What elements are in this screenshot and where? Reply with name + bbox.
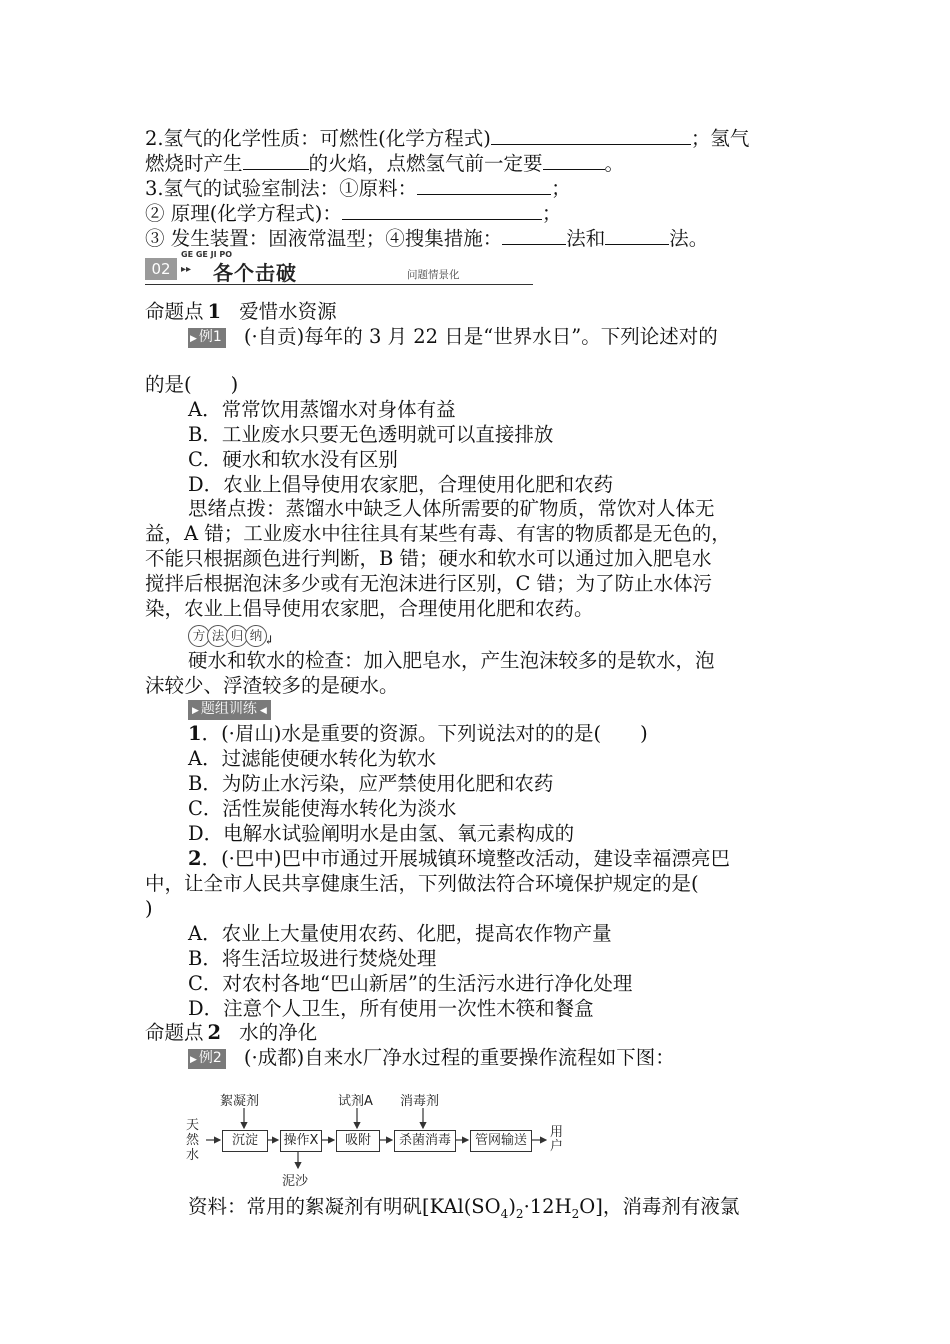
question-2: 2．(·巴中)巴中市通过开展城镇环境整改活动，建设幸福漂亮巴	[188, 847, 730, 870]
method-label: 方 法 归 纳 $_↲$	[188, 622, 274, 652]
section-tagline: 问题情景化	[407, 269, 460, 281]
topic-heading: 命题点 1 爱惜水资源	[145, 300, 337, 323]
example-tag: ▶ 例1	[188, 328, 226, 348]
text-line: 燃烧时产生 的火焰，点燃氢气前一定要 。	[145, 152, 625, 175]
option-b[interactable]: B．为防止水污染，应严禁使用化肥和农药	[188, 772, 554, 795]
section-number: 02	[145, 258, 177, 280]
section-subtitle: GE GE JI PO	[181, 250, 233, 259]
analysis-line: 思绪点拨：蒸馏水中缺乏人体所需要的矿物质，常饮对人体无	[188, 497, 715, 520]
analysis-line: 不能只根据颜色进行判断，B 错；硬水和软水可以通过加入肥皂水	[145, 547, 712, 570]
analysis-line: 搅拌后根据泡沫多少或有无泡沫进行区别，C 错；为了防止水体污	[145, 572, 713, 595]
process-flow-diagram	[180, 1088, 600, 1198]
source-label: 天 然 水	[186, 1118, 200, 1163]
play-triangle-icon: ▶	[192, 706, 199, 716]
material-text: 资料：常用的絮凝剂有明矾$[KAl(SO_4)_2\cdot 12H_2O]$，消毒剂有液氯	[188, 1195, 740, 1221]
step-operation-x: 操作X	[280, 1130, 322, 1152]
method-text: 硬水和软水的检查：加入肥皂水，产生泡沫较多的是软水，泡	[188, 649, 715, 672]
text-line: 2.氢气的化学性质：可燃性(化学方程式) ；氢气	[145, 127, 750, 150]
option-c[interactable]: C．活性炭能使海水转化为淡水	[188, 797, 457, 820]
text-line: ② 原理(化学方程式)： ；	[145, 202, 562, 225]
text-line: 的是( )	[145, 373, 239, 396]
option-c[interactable]: C．对农村各地“巴山新居”的生活污水进行净化处理	[188, 972, 633, 995]
option-d[interactable]: D．农业上倡导使用农家肥，合理使用化肥和农药	[188, 473, 614, 496]
drill-heading: ▶ 题组训练 ◀	[188, 697, 271, 721]
answer-blank[interactable]	[243, 151, 309, 170]
option-d[interactable]: D．注意个人卫生，所有使用一次性木筷和餐盒	[188, 997, 594, 1020]
option-c[interactable]: C．硬水和软水没有区别	[188, 448, 398, 471]
option-b[interactable]: B．工业废水只要无色透明就可以直接排放	[188, 423, 554, 446]
input-flocculant: 絮凝剂	[220, 1094, 260, 1109]
analysis-line: 益，A 错；工业废水中往往具有某些有毒、有害的物质都是无色的，	[145, 522, 731, 545]
play-triangle-icon: ▶	[190, 334, 197, 344]
text-line: ③ 发生装置：固液常温型；④搜集措施： 法和 法。	[145, 227, 709, 250]
input-disinfectant: 消毒剂	[400, 1094, 440, 1109]
step-adsorption: 吸附	[336, 1130, 380, 1152]
answer-blank[interactable]	[342, 201, 542, 220]
back-triangle-icon: ◀	[259, 706, 267, 716]
double-arrow-icon: ▸▸	[181, 264, 192, 275]
answer-blank[interactable]	[502, 226, 566, 245]
answer-blank[interactable]	[491, 126, 691, 145]
option-a[interactable]: A．过滤能使硬水转化为软水	[188, 747, 437, 770]
example-question: ▶ 例1 (·自贡)每年的 3 月 22 日是“世界水日”。下列论述对的	[190, 325, 718, 348]
step-pipeline: 管网输送	[470, 1130, 532, 1152]
question-1: 1．(·眉山)水是重要的资源。下列说法对的的是( )	[188, 722, 648, 745]
input-reagent-a: 试剂A	[338, 1094, 373, 1109]
example-question: ▶ 例2 (·成都)自来水厂净水过程的重要操作流程如下图：	[190, 1046, 675, 1069]
topic-heading: 命题点 2 水的净化	[145, 1021, 318, 1044]
option-a[interactable]: A．常常饮用蒸馏水对身体有益	[188, 398, 456, 421]
answer-blank[interactable]	[605, 226, 669, 245]
option-b[interactable]: B．将生活垃圾进行焚烧处理	[188, 947, 437, 970]
step-sedimentation: 沉淀	[222, 1130, 268, 1152]
option-d[interactable]: D．电解水试验阐明水是由氢、氧元素构成的	[188, 822, 575, 845]
step-disinfection: 杀菌消毒	[394, 1130, 456, 1152]
answer-blank[interactable]	[417, 176, 551, 195]
divider	[145, 284, 533, 285]
output-sediment: 泥沙	[282, 1174, 309, 1189]
example-tag: ▶ 例2	[188, 1049, 226, 1069]
analysis-line: 染，农业上倡导使用农家肥，合理使用化肥和农药。	[145, 597, 594, 620]
corner-arrow-icon: ↲	[264, 633, 275, 647]
play-triangle-icon: ▶	[190, 1055, 197, 1065]
answer-blank[interactable]	[543, 151, 605, 170]
option-a[interactable]: A．农业上大量使用农药、化肥，提高农作物产量	[188, 922, 612, 945]
text-line: 中，让全市人民共享健康生活，下列做法符合环境保护规定的是(	[145, 872, 699, 895]
text-line: )	[145, 897, 153, 920]
section-title: 各个击破	[213, 261, 297, 285]
user-label: 用 户	[550, 1125, 564, 1154]
method-text: 沫较少、浮渣较多的是硬水。	[145, 674, 399, 697]
section-banner	[145, 252, 533, 286]
text-line: 3.氢气的试验室制法：①原料： ；	[145, 177, 571, 200]
